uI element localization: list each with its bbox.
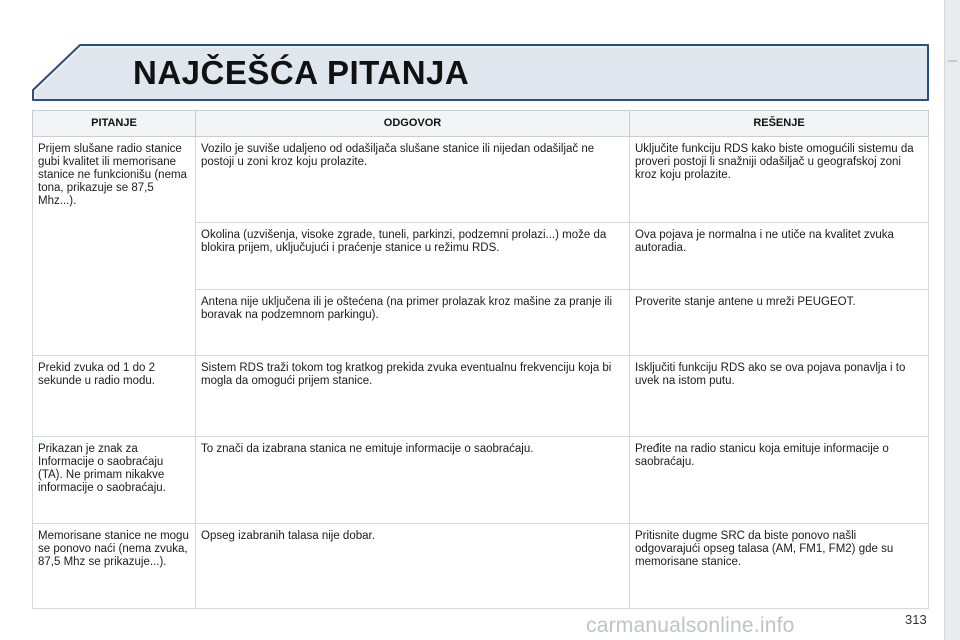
question-cell: Prikazan je znak za Informacije o saobraćaju (TA). Ne primam nikakve informacije o saobraćaju. xyxy=(33,437,196,524)
question-cell: Prijem slušane radio stanice gubi kvalitet ili memorisane stanice ne funkcionišu (nema tona, prikazuje se 87,5 Mhz...). xyxy=(33,137,196,356)
column-header-question: PITANJE xyxy=(33,111,196,137)
answer-cell: Okolina (uzvišenja, visoke zgrade, tuneli, parkinzi, podzemni prolazi...) može da blokira prijem, uključujući i praćenje stanice u režimu RDS. xyxy=(196,223,630,290)
table-row xyxy=(33,137,929,223)
answer-cell: Vozilo je suviše udaljeno od odašiljača slušane stanice ili nijedan odašiljač ne postoji u zoni kroz koju prolazite. xyxy=(196,137,630,223)
table-row xyxy=(33,437,929,524)
column-header-solution: REŠENJE xyxy=(630,111,929,137)
strip-mark xyxy=(948,60,957,62)
watermark-text: carmanualsonline.info xyxy=(586,614,795,637)
page-number: 313 xyxy=(905,612,927,627)
solution-cell: Ova pojava je normalna i ne utiče na kvalitet zvuka autoradia. xyxy=(630,223,929,290)
solution-cell: Isključiti funkciju RDS ako se ova pojava ponavlja i to uvek na istom putu. xyxy=(630,356,929,437)
faq-table xyxy=(32,110,929,609)
page-title: NAJČEŠĆA PITANJA xyxy=(133,54,470,91)
solution-cell: Pređite na radio stanicu koja emituje informacije o saobraćaju. xyxy=(630,437,929,524)
answer-cell: Antena nije uključena ili je oštećena (na primer prolazak kroz mašine za pranje ili boravak na podzemnom parkingu). xyxy=(196,290,630,356)
question-cell: Prekid zvuka od 1 do 2 sekunde u radio modu. xyxy=(33,356,196,437)
answer-cell: To znači da izabrana stanica ne emituje informacije o saobraćaju. xyxy=(196,437,630,524)
table-row xyxy=(33,524,929,609)
table-row xyxy=(33,356,929,437)
solution-cell: Uključite funkciju RDS kako biste omogućili sistemu da proveri postoji li snažniji odašiljač u geografskoj zoni kroz koju prolazite. xyxy=(630,137,929,223)
answer-cell: Opseg izabranih talasa nije dobar. xyxy=(196,524,630,609)
table-header-row xyxy=(33,111,929,137)
right-margin-strip xyxy=(944,0,960,640)
solution-cell: Proverite stanje antene u mreži PEUGEOT. xyxy=(630,290,929,356)
column-header-answer: ODGOVOR xyxy=(196,111,630,137)
answer-cell: Sistem RDS traži tokom tog kratkog prekida zvuka eventualnu frekvenciju koja bi mogla da omogući prijem stanice. xyxy=(196,356,630,437)
solution-cell: Pritisnite dugme SRC da biste ponovo našli odgovarajući opseg talasa (AM, FM1, FM2) gde su memorisane stanice. xyxy=(630,524,929,609)
question-cell: Memorisane stanice ne mogu se ponovo naći (nema zvuka, 87,5 Mhz se prikazuje...). xyxy=(33,524,196,609)
